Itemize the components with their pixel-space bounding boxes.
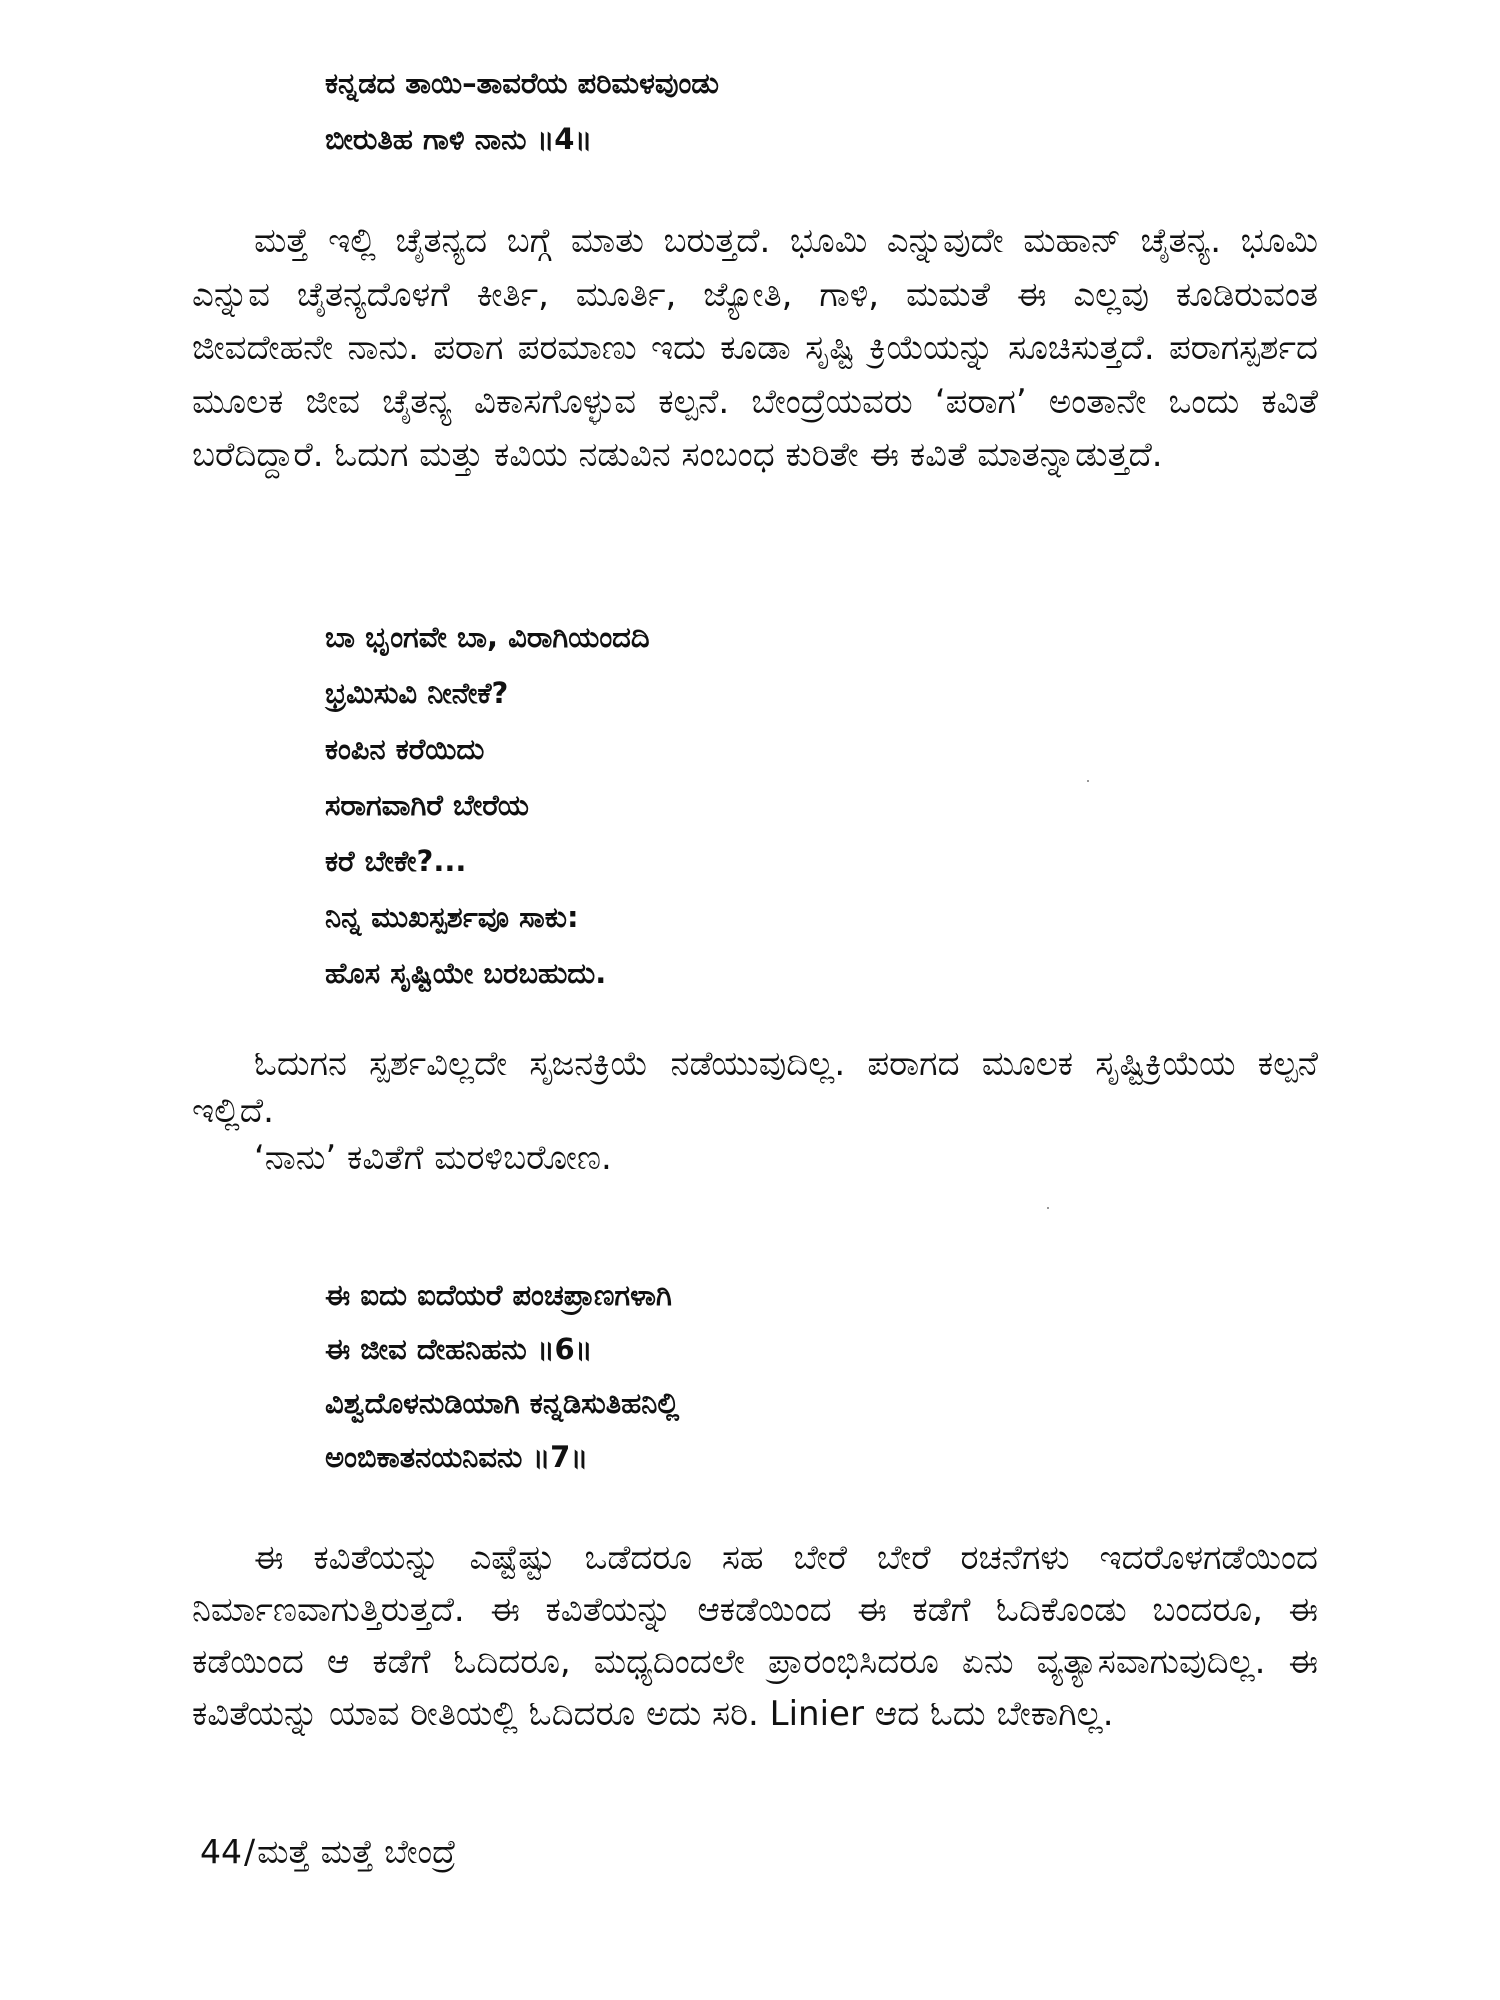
verse-line: ಹೊಸ ಸೃಷ್ಟಿಯೇ ಬರಬಹುದು.: [325, 956, 607, 990]
page-number: 44: [200, 1832, 242, 1871]
footer-separator: /: [244, 1832, 256, 1871]
verse-line: ಬೀರುತಿಹ ಗಾಳಿ ನಾನು ॥4॥: [325, 122, 593, 156]
verse-line: ಕಂಪಿನ ಕರೆಯಿದು: [325, 732, 485, 766]
verse-line: ನಿನ್ನ ಮುಖಸ್ಪರ್ಶವೂ ಸಾಕು:: [325, 900, 579, 934]
page-footer: [200, 1830, 456, 1874]
verse-line: ಬಾ ಭೃಂಗವೇ ಬಾ, ವಿರಾಗಿಯಂದದಿ: [325, 620, 650, 654]
verse-line: ಕನ್ನಡದ ತಾಯಿ–ತಾವರೆಯ ಪರಿಮಳವುಂಡು: [325, 66, 720, 100]
verse-line: ವಿಶ್ವದೊಳನುಡಿಯಾಗಿ ಕನ್ನಡಿಸುತಿಹನಿಲ್ಲಿ: [325, 1386, 680, 1420]
verse-stanza-1: [325, 55, 719, 167]
verse-line: ಭ್ರಮಿಸುವಿ ನೀನೇಕೆ?: [325, 676, 509, 710]
scan-speck: [1047, 1207, 1049, 1209]
verse-line: ಸರಾಗವಾಗಿರೆ ಬೇರೆಯ: [325, 788, 529, 822]
paragraph: ‘ನಾನು’ ಕವಿತೆಗೆ ಮರಳಿಬರೋಣ.: [254, 1138, 612, 1178]
scan-speck: [1087, 780, 1089, 782]
prose-block-2: [192, 1041, 1318, 1182]
verse-line: ಈ ಜೀವ ದೇಹನಿಹನು ॥6॥: [325, 1332, 593, 1366]
verse-stanza-2: [325, 609, 650, 1001]
paragraph: ಓದುಗನ ಸ್ಪರ್ಶವಿಲ್ಲದೇ ಸೃಜನಕ್ರಿಯೆ ನಡೆಯುವುದಿಲ್ಲ. ಪರಾಗದ ಮೂಲಕ ಸೃಷ್ಟಿಕ್ರಿಯೆಯ ಕಲ್ಪನೆ ಇಲ್ಲಿದೆ.: [192, 1044, 1318, 1131]
paragraph: ಮತ್ತೆ ಇಲ್ಲಿ ಚೈತನ್ಯದ ಬಗ್ಗೆ ಮಾತು ಬರುತ್ತದೆ. ಭೂಮಿ ಎನ್ನುವುದೇ ಮಹಾನ್ ಚೈತನ್ಯ. ಭೂಮಿ ಎನ್ನುವ ಚೈತನ್ಯದೊಳಗೆ ಕೀರ್ತಿ, ಮೂರ್ತಿ, ಜ್ಯೋತಿ, ಗಾಳಿ, ಮಮತೆ ಈ ಎಲ್ಲವು ಕೂಡಿರುವಂತ ಜೀವದೇಹನೇ ನಾನು. ಪರಾಗ ಪರಮಾಣು ಇದು ಕೂಡಾ ಸೃಷ್ಟಿ ಕ್ರಿಯೆಯನ್ನು ಸೂಚಿಸುತ್ತದೆ. ಪರಾಗಸ್ಪರ್ಶದ ಮೂಲಕ ಜೀವ ಚೈತನ್ಯ ವಿಕಾಸಗೊಳ್ಳುವ ಕಲ್ಪನೆ. ಬೇಂದ್ರೆಯವರು ‘ಪರಾಗ’ ಅಂತಾನೇ ಒಂದು ಕವಿತೆ ಬರೆದಿದ್ದಾರೆ. ಓದುಗ ಮತ್ತು ಕವಿಯ ನಡುವಿನ ಸಂಬಂಧ ಕುರಿತೇ ಈ ಕವಿತೆ ಮಾತನ್ನಾಡುತ್ತದೆ.: [192, 221, 1318, 475]
verse-stanza-3: [325, 1268, 679, 1484]
verse-line: ಕರೆ ಬೇಕೇ?...: [325, 844, 467, 878]
paragraph: ಈ ಕವಿತೆಯನ್ನು ಎಷ್ಟೆಷ್ಟು ಒಡೆದರೂ ಸಹ ಬೇರೆ ಬೇರೆ ರಚನೆಗಳು ಇದರೊಳಗಡೆಯಿಂದ ನಿರ್ಮಾಣವಾಗುತ್ತಿರುತ್ತದೆ. ಈ ಕವಿತೆಯನ್ನು ಆಕಡೆಯಿಂದ ಈ ಕಡೆಗೆ ಓದಿಕೊಂಡು ಬಂದರೂ, ಈ ಕಡೆಯಿಂದ ಆ ಕಡೆಗೆ ಓದಿದರೂ, ಮಧ್ಯದಿಂದಲೇ ಪ್ರಾರಂಭಿಸಿದರೂ ಏನು ವ್ಯತ್ಯಾಸವಾಗುವುದಿಲ್ಲ. ಈ ಕವಿತೆಯನ್ನು ಯಾವ ರೀತಿಯಲ್ಲಿ ಓದಿದರೂ ಅದು ಸರಿ. Linier ಆದ ಓದು ಬೇಕಾಗಿಲ್ಲ.: [192, 1538, 1318, 1734]
running-title: ಮತ್ತೆ ಮತ್ತೆ ಬೇಂದ್ರೆ: [257, 1832, 457, 1871]
verse-line: ಅಂಬಿಕಾತನಯನಿವನು ॥7॥: [325, 1440, 589, 1474]
verse-line: ಈ ಐದು ಐದೆಯರೆ ಪಂಚಪ್ರಾಣಗಳಾಗಿ: [325, 1278, 672, 1312]
prose-block-3: [192, 1532, 1318, 1740]
prose-block-1: [192, 215, 1318, 483]
